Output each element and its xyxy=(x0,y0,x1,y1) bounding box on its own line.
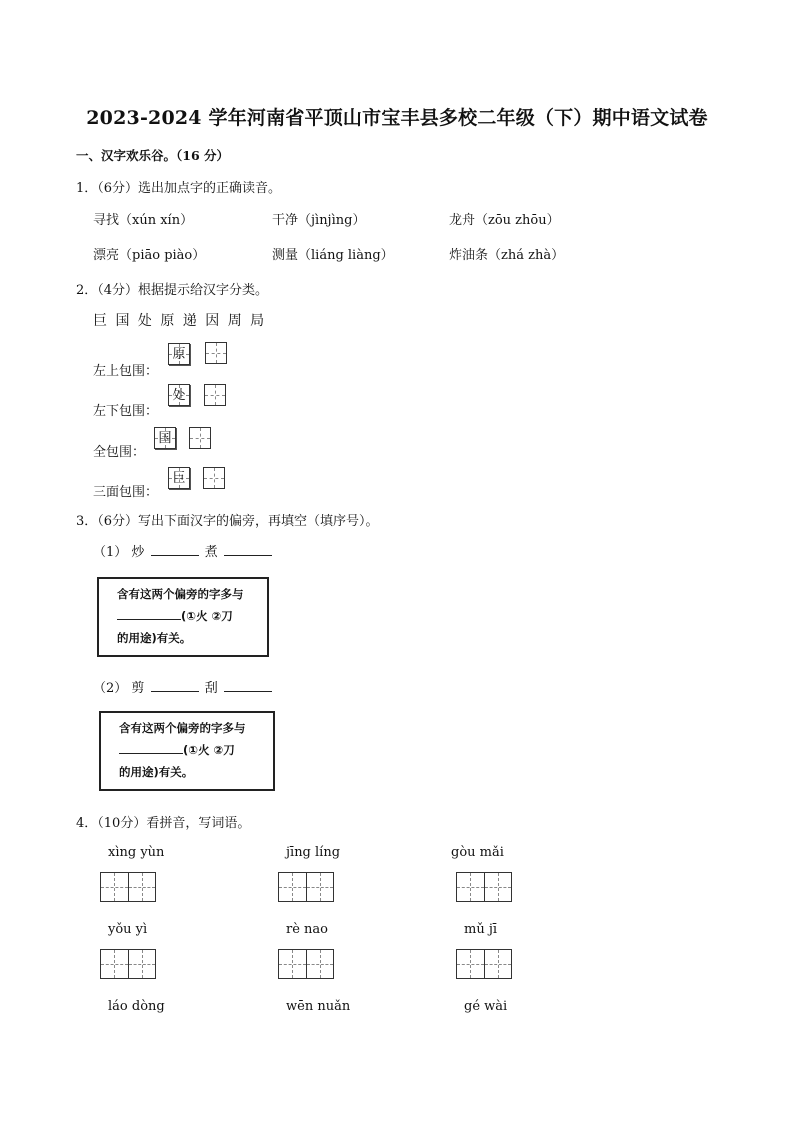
q3-note-1-line-2: (①火 ②刀 xyxy=(181,609,233,623)
q3-part-2-blank-a[interactable] xyxy=(151,679,199,692)
q2-row-4-example-box xyxy=(168,467,190,489)
q3-note-box-2 xyxy=(99,711,275,791)
q4-pinyin-2: jīng líng xyxy=(286,845,341,860)
q3-part-1-blank-b[interactable] xyxy=(224,543,272,556)
q4-pinyin-6: mǔ jī xyxy=(464,922,498,937)
q4-answer-box-5[interactable] xyxy=(278,949,334,979)
q4-pinyin-4: yǒu yì xyxy=(108,922,148,937)
q4-answer-box-6[interactable] xyxy=(456,949,512,979)
q4-pinyin-9: gé wài xyxy=(464,999,508,1014)
q3-note-2-line-2: (①火 ②刀 xyxy=(183,743,235,757)
q2-row-3-example-char: 国 xyxy=(158,431,172,446)
q3-part-2-number: （2） xyxy=(93,681,128,696)
q3-note-1-line-1: 含有这两个偏旁的字多与 xyxy=(117,587,244,601)
q4-answer-box-4[interactable] xyxy=(100,949,156,979)
q2-row-2-label: 左下包围： xyxy=(93,404,159,419)
q2-row-1-example-box xyxy=(168,343,190,365)
q4-pinyin-5: rè nao xyxy=(286,922,328,937)
q1-option-4: 漂亮（piāo piào） xyxy=(93,248,206,263)
q1-option-6: 炸油条（zhá zhà） xyxy=(449,248,565,263)
q3-note-2-blank[interactable] xyxy=(119,739,183,754)
q4-pinyin-3: gòu mǎi xyxy=(451,845,504,860)
q2-row-2-example-char: 处 xyxy=(172,388,186,403)
question-3-stem: 3．（6分）写出下面汉字的偏旁，再填空（填序号）。 xyxy=(76,514,379,529)
q3-note-box-1 xyxy=(97,577,269,657)
q3-part-1-number: （1） xyxy=(93,545,128,560)
q3-part-1-char-a: 炒 xyxy=(131,545,145,560)
q2-row-3-label: 全包围： xyxy=(93,445,146,460)
q4-pinyin-7: láo dòng xyxy=(108,999,165,1014)
q2-row-1-label: 左上包围： xyxy=(93,364,159,379)
q4-answer-box-1[interactable] xyxy=(100,872,156,902)
q3-part-2-char-a: 剪 xyxy=(131,681,145,696)
exam-title: 2023-2024 学年河南省平顶山市宝丰县多校二年级（下）期中语文试卷 xyxy=(86,107,708,129)
q2-row-2-example-box xyxy=(168,384,190,406)
section-heading-1: 一、汉字欢乐谷。（16 分） xyxy=(76,148,229,163)
q3-part-1-char-b: 煮 xyxy=(204,545,218,560)
q2-row-3-example-box xyxy=(154,427,176,449)
q2-row-4-answer-box[interactable] xyxy=(203,467,225,489)
q3-note-1-blank[interactable] xyxy=(117,605,181,620)
question-4-stem: 4．（10分）看拼音，写词语。 xyxy=(76,816,251,831)
q3-part-2-blank-b[interactable] xyxy=(224,679,272,692)
q2-row-4-label: 三面包围： xyxy=(93,485,159,500)
q3-part-1-blank-a[interactable] xyxy=(151,543,199,556)
q2-row-4-example-char: 巨 xyxy=(172,471,186,486)
q2-row-1-answer-box[interactable] xyxy=(205,342,227,364)
q2-character-list: 巨 国 处 原 递 因 周 局 xyxy=(93,313,267,329)
q3-part-2 xyxy=(93,677,274,696)
q3-part-1 xyxy=(93,541,274,560)
q3-note-1-line-3: 的用途)有关。 xyxy=(117,631,192,645)
q2-row-3-answer-box[interactable] xyxy=(189,427,211,449)
q4-pinyin-8: wēn nuǎn xyxy=(286,999,351,1014)
q2-row-1-example-char: 原 xyxy=(172,347,186,362)
question-1-stem: 1．（6分）选出加点字的正确读音。 xyxy=(76,181,282,196)
q1-option-3: 龙舟（zōu zhōu） xyxy=(449,213,560,228)
q2-row-2-answer-box[interactable] xyxy=(204,384,226,406)
q1-option-5: 测量（liáng liàng） xyxy=(272,248,394,263)
q1-option-1: 寻找（xún xín） xyxy=(93,213,194,228)
q4-pinyin-1: xìng yùn xyxy=(108,845,165,860)
q4-answer-box-2[interactable] xyxy=(278,872,334,902)
q1-option-2: 干净（jìnjìng） xyxy=(272,213,366,228)
q3-note-2-line-1: 含有这两个偏旁的字多与 xyxy=(119,721,246,735)
question-2-stem: 2．（4分）根据提示给汉字分类。 xyxy=(76,283,269,298)
q3-note-2-line-3: 的用途)有关。 xyxy=(119,765,194,779)
q3-part-2-char-b: 刮 xyxy=(204,681,218,696)
q4-answer-box-3[interactable] xyxy=(456,872,512,902)
